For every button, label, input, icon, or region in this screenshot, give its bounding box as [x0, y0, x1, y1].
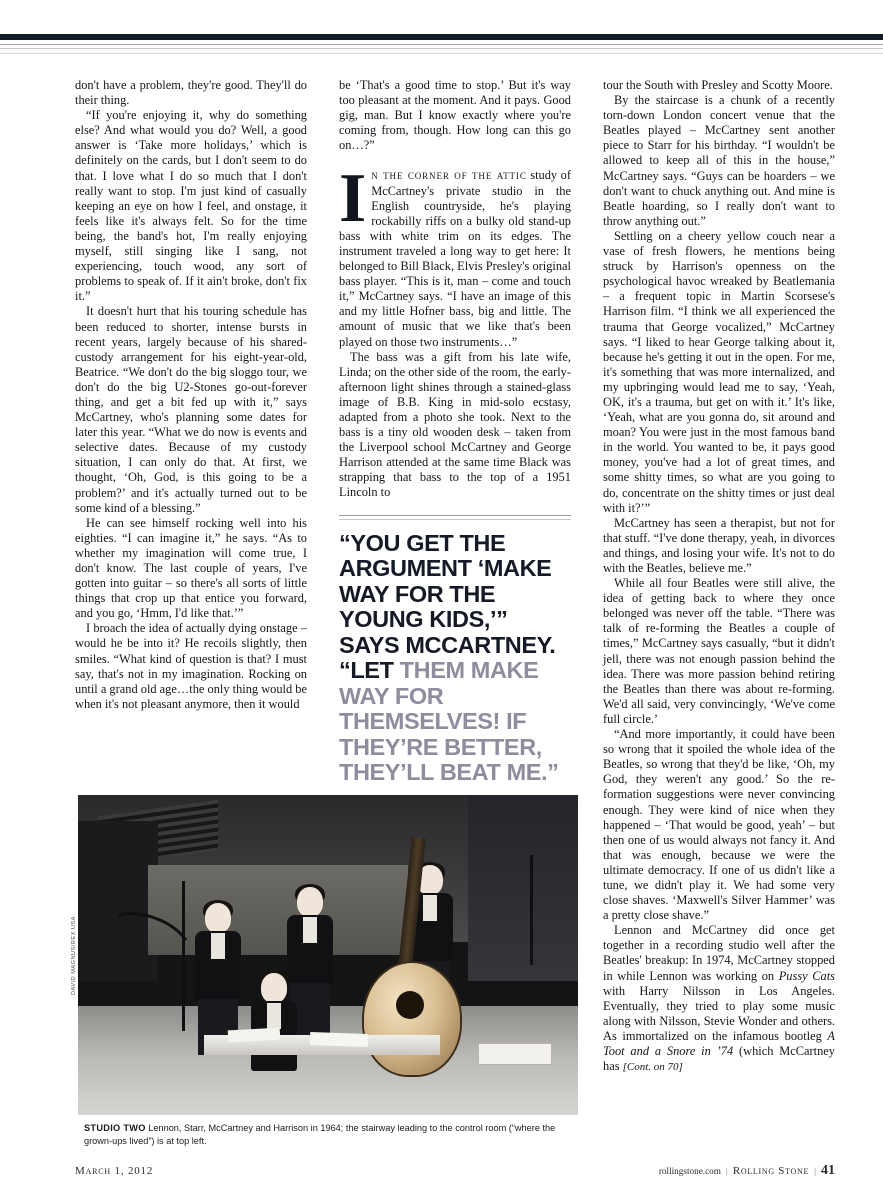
italic-title-pussy-cats: Pussy Cats: [778, 968, 835, 983]
paragraph: “And more importantly, it could have been so wrong that it spoiled the whole idea of the Beatles, so wrong that they'd be like, ‘Oh, my God, they weren't any good.’ So the re-formation suggestions were never convincing enough. They were kind of nice when they happened – ‘That would be good, yeah’ – but then one of us would always not fancy it. And that was enough, because we were the ultimate democracy. If one of us didn't like a tune, we didn't play it. We had some very close shaves. ‘Maxwell's Silver Hammer’ was a pretty close shave.”: [603, 727, 835, 923]
caption-lead-in: STUDIO TWO: [84, 1123, 146, 1133]
footer-magazine-name: Rolling Stone: [732, 1165, 810, 1177]
italic-title-toot-and-snore: A Toot and a Snore in ’74: [603, 1028, 835, 1058]
photo-guitar-soundhole: [396, 991, 424, 1019]
footer-website[interactable]: rollingstone.com: [658, 1166, 721, 1176]
pullquote-top-rules: [339, 515, 571, 520]
continued-marker: [Cont. on 70]: [622, 1061, 683, 1074]
paragraph: He can see himself rocking well into his eighties. “I can imagine it,” he says. “As to whether my imagination will come true, I don't know. The last couple of years, I've gotten into guitar – so there's all sorts of little things that crop up that entice you forward, and you go, ‘Hmm, I'd like that.’”: [75, 515, 307, 621]
final-paragraph-part-1: Lennon and McCartney did once get together in a recording studio well after the Beatles' breakup: In 1974, McCartney stopped in while Lennon was working on: [603, 923, 835, 983]
footer-branding: [659, 1163, 835, 1179]
final-paragraph-part-2: with Harry Nilsson in Los Angeles. Eventually, they tried to play some music along with Nilsson, Stevie Wonder and others. As immortalized on the infamous bootleg: [603, 983, 835, 1043]
photo-sheet-music-2: [310, 1032, 368, 1047]
footer-separator-1: |: [725, 1166, 728, 1177]
footer-rule: [0, 1155, 883, 1156]
figure-shirt: [303, 917, 317, 943]
caption-body: Lennon, Starr, McCartney and Harrison in 1964; the stairway leading to the control room (“where the grown-ups lived”) is at top left.: [84, 1123, 556, 1146]
figure-head: [205, 903, 231, 933]
figure-head: [261, 973, 287, 1003]
paragraph: By the staircase is a chunk of a recently torn-down London concert venue that the Beatles played – McCartney sent another piece to Starr for his birthday. “I wouldn't be allowed to keep all of this in the house,” McCartney says. “Guys can be hoarders – we don't want to chuck anything out. And mine is Beatle hoarding, so I really don't want to throw anything out.”: [603, 93, 835, 228]
pull-quote-accent: THEM MAKE WAY FOR THEMSELVES! IF THEY’RE BETTER, THEY’LL BEAT ME.”: [339, 657, 559, 786]
pull-quote-primary: “YOU GET THE ARGUMENT ‘MAKE WAY FOR THE YOUNG KIDS,’” SAYS MCCARTNEY. “LET: [339, 529, 556, 684]
final-paragraph-part-3: (which McCartney has: [603, 1044, 835, 1074]
article-photo: [71, 795, 578, 1115]
photo-credit: DAVID MAGNUS/REX USA: [71, 916, 77, 995]
paragraph: It doesn't hurt that his touring schedule has been reduced to shorter, intense bursts in recent years, largely because of his shared-custody arrangement for his eight-year-old, Beatrice. “We don't do the big sloggo tour, we don't do the big U2-Stones go-out-forever thing, and get a bit fed up with it,” says McCartney, who's planning some dates for later this year. “What we do now is events and selective dates. Because of my custody situation, I can only do that. At first, we thought, ‘Oh, God, is this going to be a problem?’ and it's actually turned out to be some kind of a blessing.”: [75, 304, 307, 515]
paragraph: McCartney has seen a therapist, but not for that stuff. “I've done therapy, yeah, in divorces and things, and losing your wife. It's not to do with the Beatles, believe me.”: [603, 515, 835, 575]
dropcap-paragraph-body: study of McCartney's private studio in the English countryside, he's playing rockabilly riffs on a bulky old stand-up bass with white trim on its edges. The instrument traveled a long way to get here: It belonged to Bill Black, Elvis Presley's original bass player. “This is it, man – come and touch it,” McCartney says. “I have an image of this and my little Hofner bass, big and little. The amount of music that we like that's been played on those two instruments…”: [339, 168, 571, 349]
photo-guitar-body: [364, 963, 460, 1075]
figure-shirt: [267, 1003, 281, 1029]
photo-image: [78, 795, 578, 1115]
paragraph: Settling on a cheery yellow couch near a vase of fresh flowers, he mentions being struck by Harrison's openness on the psychological havoc wreaked by Beatlemania – a frequent topic in Martin Scorsese's Harrison film. “I think we all experienced the trauma that George vocalized,” McCartney says. “I liked to hear George talking about it, because he's getting it out in the open. For me, it's something that was more internalized, and my upbringing would lead me to say, ‘Yeah, OK, it's a trauma, but get on with it.’ It's like, ‘Yeah, what are you gonna do, sit around and moan? You were just in the most famous band in the world. You wanted to be, it pays good money, you've had a lot of great times, and some shitty times, so what are you going to do, concentrate on the shitty times or just deal with it?’”: [603, 228, 835, 515]
footer-page-number: 41: [821, 1163, 835, 1178]
page-footer: [75, 1163, 835, 1179]
drop-cap-letter: I: [339, 160, 365, 238]
small-caps-lead: n the corner of the attic: [371, 168, 527, 183]
figure-shirt: [211, 933, 225, 959]
page-header-rules: [0, 34, 883, 54]
header-rule-thin-3: [0, 53, 883, 54]
figure-head: [297, 887, 323, 917]
pull-quote: [339, 531, 571, 786]
final-paragraph: [603, 923, 835, 1075]
figure-shirt: [423, 895, 437, 921]
paragraph: “If you're enjoying it, why do something else? And what would you do? Well, a good answer is ‘Take more holidays,’ which is definitely on the cards, but I don't seem to do that. I love what I do so much that I don't really want to stop. I'm just kind of casually keeping an eye on how I feel, and onstage, it feels like it's always felt. So for the time being, the band's hot, I'm really enjoying myself, still singing like I sang, not experiencing, touch wood, any sort of problems to speak of. If it ain't broke, don't fix it.”: [75, 108, 307, 304]
photo-open-book: [478, 1043, 552, 1065]
photo-caption: [84, 1122, 580, 1148]
paragraph: The bass was a gift from his late wife, Linda; on the other side of the room, the early-afternoon light shines through a stained-glass image of B.B. King in mid-solo ecstasy, adapted from a photo she took. Next to the bass is a tiny old wooden desk – taken from the Liverpool school McCartney and George Harrison attended at the same time Black was strapping that bass to the top of a 1951 Lincoln to: [339, 349, 571, 500]
footer-issue-date: March 1, 2012: [75, 1165, 154, 1177]
photo-right-panel: [468, 795, 578, 981]
paragraph: While all four Beatles were still alive, the idea of getting back to where they once belonged was never off the table. “There was talk of re-forming the Beatles a couple of times,” McCartney says casually, “but it didn't jell, there was not enough passion behind the idea. There was more passion behind retiring the Beatles than there was about re-forming. We'd all said, very convincingly, ‘We've come full circle.’: [603, 576, 835, 726]
paragraph: be ‘That's a good time to stop.’ But it's way too pleasant at the moment. And it pays. Good gig, man. But I know exactly where you're coming from, though. How long can this go on…?”: [339, 78, 571, 153]
footer-separator-2: |: [814, 1166, 816, 1177]
photo-mic-stand-left: [182, 881, 185, 1031]
article-column-3: [603, 78, 835, 1075]
pullquote-rule-2: [339, 519, 571, 520]
dropcap-paragraph: [339, 160, 571, 349]
paragraph: I broach the idea of actually dying onstage – would he be into it? He recoils slightly, then smiles. “What kind of question is that? I must say, that's not in my imagination. Rocking on until a grand old age…the only thing would be when it's not pleasant anymore, then it would: [75, 621, 307, 711]
paragraph: tour the South with Presley and Scotty Moore.: [603, 78, 833, 92]
photo-mic-stand-right: [530, 855, 533, 965]
paragraph: don't have a problem, they're good. They'll do their thing.: [75, 78, 307, 108]
